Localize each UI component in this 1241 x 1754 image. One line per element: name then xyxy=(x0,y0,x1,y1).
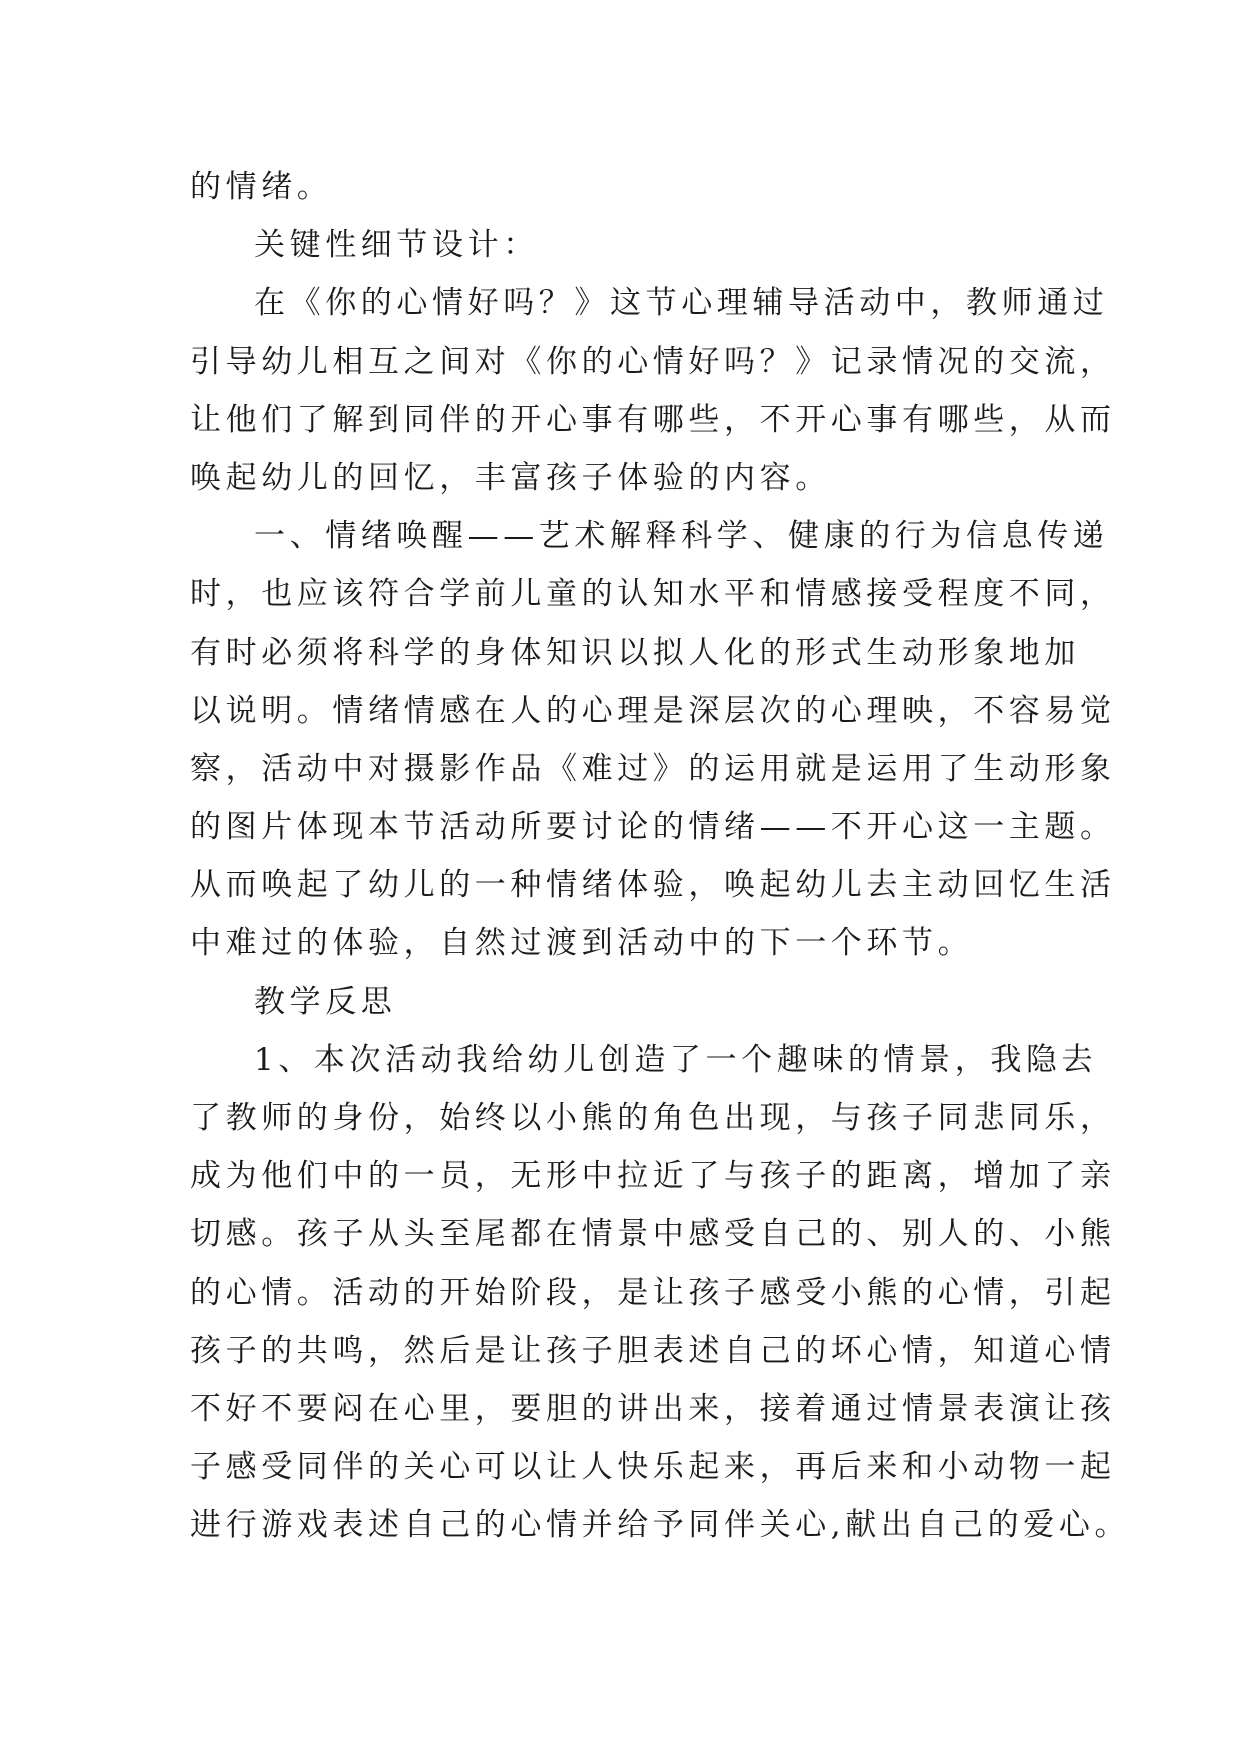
text-line: 的情绪。 xyxy=(190,169,333,205)
text-line: 在《你的心情好吗？》这节心理辅导活动中，教师通过 xyxy=(254,285,1109,322)
text-line: 有时必须将科学的身体知识以拟人化的形式生动形象地加 xyxy=(190,634,1080,671)
text-line: 唤起幼儿的回忆，丰富孩子体验的内容。 xyxy=(190,459,831,496)
text-line: 教学反思 xyxy=(254,983,397,1020)
text-line: 不好不要闷在心里，要胆的讲出来，接着通过情景表演让孩 xyxy=(190,1390,1116,1427)
text-line: 孩子的共鸣，然后是让孩子胆表述自己的坏心情，知道心情 xyxy=(190,1332,1116,1369)
text-line: 切感。孩子从头至尾都在情景中感受自己的、别人的、小熊 xyxy=(190,1216,1116,1253)
text-line: 从而唤起了幼儿的一种情绪体验，唤起幼儿去主动回忆生活 xyxy=(190,867,1116,904)
text-line: 子感受同伴的关心可以让人快乐起来，再后来和小动物一起 xyxy=(190,1449,1116,1486)
document-body xyxy=(190,158,1131,1555)
text-line: 让他们了解到同伴的开心事有哪些，不开心事有哪些，从而 xyxy=(190,401,1116,438)
text-line: 察，活动中对摄影作品《难过》的运用就是运用了生动形象 xyxy=(190,750,1116,787)
text-line: 一、情绪唤醒——艺术解释科学、健康的行为信息传递 xyxy=(254,518,1109,555)
text-line: 成为他们中的一员，无形中拉近了与孩子的距离，增加了亲 xyxy=(190,1158,1116,1195)
text-line: 引导幼儿相互之间对《你的心情好吗？》记录情况的交流， xyxy=(190,343,1116,380)
text-line: 1、本次活动我给幼儿创造了一个趣味的情景，我隐去 xyxy=(254,1041,1098,1078)
text-line: 以说明。情绪情感在人的心理是深层次的心理映，不容易觉 xyxy=(190,692,1116,729)
text-line: 时，也应该符合学前儿童的认知水平和情感接受程度不同， xyxy=(190,576,1116,613)
text-line: 了教师的身份，始终以小熊的角色出现，与孩子同悲同乐， xyxy=(190,1100,1116,1136)
text-line: 的图片体现本节活动所要讨论的情绪——不开心这一主题。 xyxy=(190,809,1116,846)
text-line: 关键性细节设计： xyxy=(254,227,539,264)
text-line: 中难过的体验，自然过渡到活动中的下一个环节。 xyxy=(190,925,974,962)
text-line: 进行游戏表述自己的心情并给予同伴关心,献出自己的爱心。 xyxy=(190,1507,1131,1544)
text-line: 的心情。活动的开始阶段，是让孩子感受小熊的心情，引起 xyxy=(190,1274,1116,1311)
